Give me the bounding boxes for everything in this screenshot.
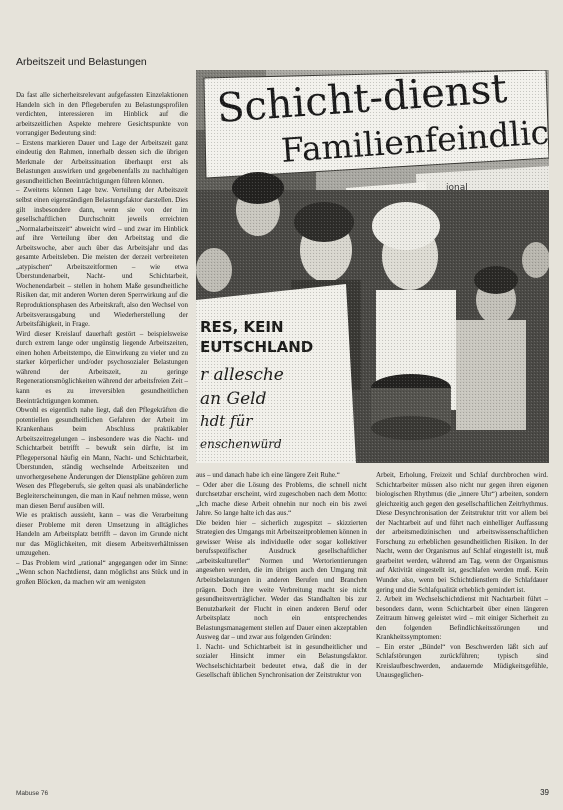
paragraph: Obwohl es eigentlich nahe liegt, daß den Pflegekräften die potentiellen gesundheitlichen Gefahren der Arbeit im Krankenhaus beim Abschluss praktikabler Arbeitszeitregelungen – insbesondere was die Nacht- und Schichtarbeit betrifft – bewußt sein dürfte, ist im Pflegepersonal häufig ein Mann, Nacht- und Schichtarbeit, Überstunden, ständig wechselnde Arbeitszeiten und unvorhergesehene Änderungen der Dienstpläne gehören zum Wesen des Pflegeberufs, sie gelten quasi als unabänderliche Begleiterscheinungen, die man in Kauf nehmen müsse, wenn man diesen Beruf ausüben will. xyxy=(16,406,188,510)
protest-photo xyxy=(196,70,549,463)
paragraph: – Zweitens können Lage bzw. Verteilung der Arbeitszeit selbst einen eigenständigen Belastungsfaktor darstellen. Dies gilt insbesondere dann, wenn sie von der im gesellschaftlichen Durchschnitt jeweils erreichten „Normalarbeitszeit“ abweicht wird – und zwar im Hinblick auf ihre Verteilung über den Arbeitstag und die Arbeitswoche, aber auch über das Arbeitsjahr und das gesamte Arbeitsleben. Die meisten der derzeit verbreiteten „atypischen“ Arbeitszeitformen – wie etwa Überstundenarbeit, Nacht- und Schichtarbeit, Wochenendarbeit – stellen in hohem Maße gesundheitliche Risiken dar, mit anderen Worten deren Sperrwirkung auf die Reproduktionsphasen des Arbeitskraft, also den Wechsel von Arbeitsverausgabung und Wiederherstellung der Arbeitsfähigkeit, in Frage. xyxy=(16,186,188,329)
paragraph: aus – und danach habe ich eine längere Zeit Ruhe.“ xyxy=(196,471,340,479)
paragraph: 1. Nacht- und Schichtarbeit ist in gesundheitlicher und sozialer Hinsicht immer ein Belastungsfaktor. Wechselschichtarbeit bedeutet etwa, daß die in der Gesellschaft üblichen Synchronisation der Zeitstruktur von xyxy=(196,642,367,680)
paragraph: 2. Arbeit im Wechselschichtdienst mit Nachtarbeit führt – besonders dann, wenn Schichtarbeit über einen längeren Zeitraum hinweg geleistet wird – mit einiger Sicherheit zu den folgenden Befindlichkeitsstörungen und Krankheitssymptomen: xyxy=(376,595,548,642)
paragraph: Arbeit, Erholung, Freizeit und Schlaf durchbrochen wird. Schichtarbeiter müssen also nicht nur gegen ihren eigenen biologischen Rhythmus (die „innere Uhr“) arbeiten, sondern gleichzeitig auch gegen den gesellschaftlichen Zeitrhythmus. Diese Desynchronisation der Zeitstruktur tritt vor allem bei der Nachtarbeit auf und führt nach einhelliger Auffassung der arbeitsmedizinischen und arbeitswissenschaftlichen Forschung zu erheblichen gesundheitlichen Risiken. In der Nacht, wenn der Organismus auf Schlaf eingestellt ist, muß gearbeitet werden, während am Tag, wenn der Organismus auf Aktivität eingestellt ist, geschlafen werden muß. Kein Wunder also, wenn bei Schichtdienstlern die Schlafdauer gering und die Schlafqualität erheblich gemindert ist. xyxy=(376,471,548,594)
text-column-middle xyxy=(196,471,367,781)
paragraph: Wie es praktisch aussieht, kann – was die Verarbeitung dieser Probleme mit deren Umsetzung in alltägliches Handeln am Arbeitsplatz betrifft – davon im Grunde nicht nur das Möglichkeiten, mit diesem Arbeitsverhältnissen umzugehen. xyxy=(16,511,188,558)
paragraph: Wird dieser Kreislauf dauerhaft gestört – beispielsweise durch extrem lange oder ungünstig liegende Arbeitszeiten, einen hohen Arbeitstempo, die Einwirkung zu vieler und zu starker körperlicher und/oder psychosozialer Belastungen während der Arbeitszeit, zu geringe Regenerationsmöglichkeiten während der arbeitsfreien Zeit – kann es zu irreversiblen gesundheitlichen Beeinträchtigungen kommen. xyxy=(16,329,188,405)
footer-publication: Mabuse 76 xyxy=(16,790,49,797)
paragraph: – Erstens markieren Dauer und Lage der Arbeitszeit ganz eindeutig den Rahmen, innerhalb dessen sich die übrigen Merkmale der Arbeitssituation überhaupt erst als Belastungen auswirken und gegebenenfalls zu nachhaltigen gesundheitlichen Beeinträchtigungen führen können. xyxy=(16,138,188,185)
protest-photo-drawing xyxy=(196,70,549,463)
page-number: 39 xyxy=(540,788,549,797)
text-column-left xyxy=(16,91,188,781)
paragraph: Die beiden hier – sicherlich zugespitzt – skizzierten Strategien des Umgangs mit Arbeitszeitproblemen können in gewisser Weise als individuelle oder sogar kollektiver berufsspezifischer Ausdruck gesellschaftlicher „arbeitskultureller“ Normen und Wertorientierungen angesehen werden, die im übrigen auch den Umgang mit Arbeitsbelastungen in anderen Berufen und Branchen prägen. Doch ihre weite Verbreitung macht sie nicht gesundheitsverträglicher. Weder das Standhalten bis zur Benutzbarkeit der Flucht in einen anderen Beruf oder Arbeitsplatz noch ein entsprechendes Belastungsmanagement stellen auf Dauer einen akzeptablen Ausweg dar – und zwar aus folgenden Gründen: xyxy=(196,518,367,642)
paragraph: – Oder aber die Lösung des Problems, die schnell nicht durchsetzbar erscheint, wird zugeschoben nach dem Motto: „Ich mache diese Arbeit ohnehin nur noch ein bis zwei Jahre. So lange halte ich das aus.“ xyxy=(196,480,367,518)
article-heading: Arbeitszeit und Belastungen xyxy=(16,56,147,68)
paragraph: – Das Problem wird „rational“ angegangen oder im Sinne: „Wenn schon Nachtdienst, dann möglichst ans Stück und in großen Blöcken, da machen wir am wenigsten xyxy=(16,558,188,586)
paragraph: Da fast alle sicherheitsrelevant aufgefassten Einzelaktionen Handeln sich in den Pflegeberufen zu Belastungsprofilen verdichten, interessieren im Hinblick auf die arbeitszeitlichen Aspekte mehrere Gesichtspunkte von vorrangiger Bedeutung sind: xyxy=(16,91,188,138)
text-column-right xyxy=(376,471,548,781)
paragraph: – Ein erster „Bündel“ von Beschwerden läßt sich auf Schlafstörungen zurückführen; typisch sind Kreislaufbeschwerden, andauernde Müdigkeitsgefühle, Unausgeglichen- xyxy=(376,642,548,680)
